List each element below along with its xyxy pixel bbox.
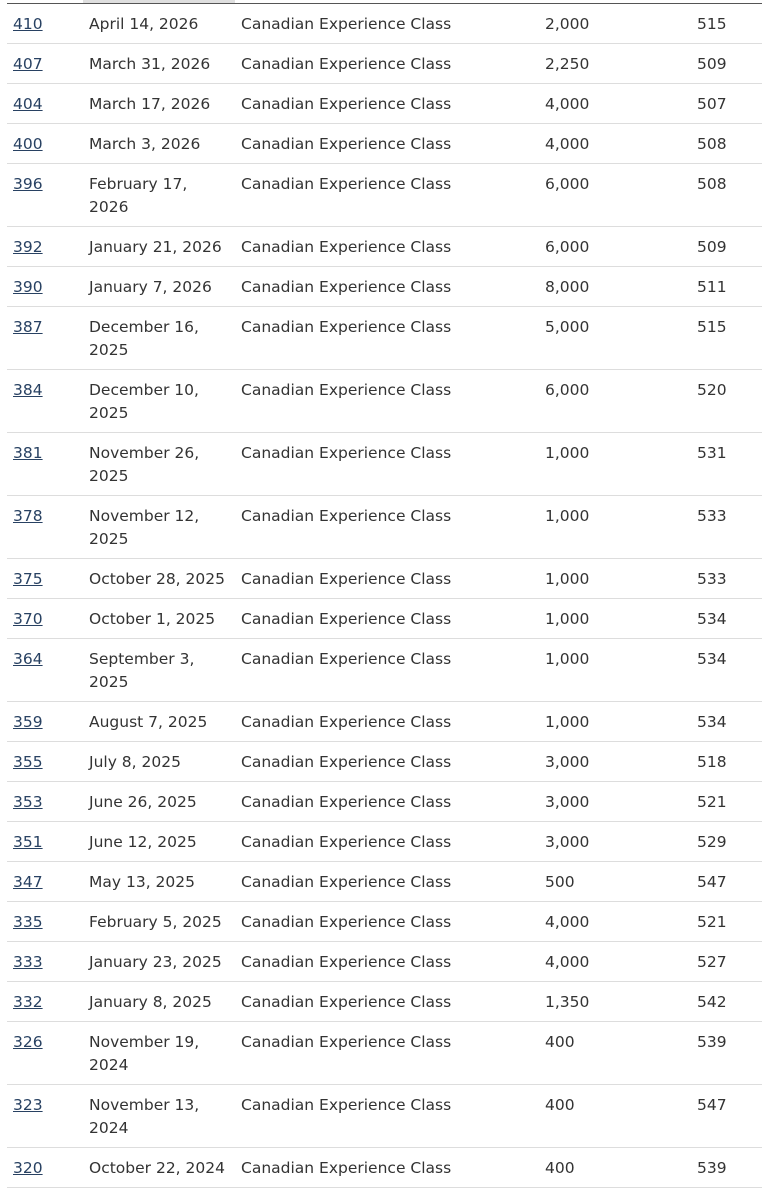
round-number-link[interactable]: 353 <box>13 793 43 811</box>
crs-score: 542 <box>691 982 762 1022</box>
table-row <box>7 84 762 124</box>
round-type: Canadian Experience Class <box>235 982 539 1022</box>
round-date: September 3, 2025 <box>83 639 235 702</box>
round-date: November 26, 2025 <box>83 433 235 496</box>
round-type: Canadian Experience Class <box>235 44 539 84</box>
crs-score: 547 <box>691 1085 762 1148</box>
crs-score: 531 <box>691 433 762 496</box>
crs-score: 527 <box>691 942 762 982</box>
invitations-issued: 4,000 <box>539 84 691 124</box>
rounds-table <box>7 4 762 1188</box>
round-type: Canadian Experience Class <box>235 702 539 742</box>
table-row <box>7 599 762 639</box>
round-date: February 17, 2026 <box>83 164 235 227</box>
round-type: Canadian Experience Class <box>235 1148 539 1188</box>
table-row <box>7 1022 762 1085</box>
table-row <box>7 227 762 267</box>
round-date: June 26, 2025 <box>83 782 235 822</box>
invitations-issued: 400 <box>539 1022 691 1085</box>
crs-score: 511 <box>691 267 762 307</box>
round-number-link[interactable]: 332 <box>13 993 43 1011</box>
round-date: October 28, 2025 <box>83 559 235 599</box>
round-type: Canadian Experience Class <box>235 742 539 782</box>
round-number-link[interactable]: 359 <box>13 713 43 731</box>
invitations-issued: 4,000 <box>539 902 691 942</box>
crs-score: 507 <box>691 84 762 124</box>
invitations-issued: 3,000 <box>539 742 691 782</box>
crs-score: 509 <box>691 44 762 84</box>
round-type: Canadian Experience Class <box>235 942 539 982</box>
round-number-link[interactable]: 364 <box>13 650 43 668</box>
round-number-link[interactable]: 326 <box>13 1033 43 1051</box>
round-date: January 21, 2026 <box>83 227 235 267</box>
invitations-issued: 8,000 <box>539 267 691 307</box>
table-row <box>7 782 762 822</box>
table-row <box>7 902 762 942</box>
invitations-issued: 1,350 <box>539 982 691 1022</box>
rounds-table-body <box>7 4 762 1188</box>
invitations-issued: 500 <box>539 862 691 902</box>
round-type: Canadian Experience Class <box>235 1085 539 1148</box>
round-number-link[interactable]: 392 <box>13 238 43 256</box>
crs-score: 534 <box>691 702 762 742</box>
round-date: March 3, 2026 <box>83 124 235 164</box>
round-type: Canadian Experience Class <box>235 307 539 370</box>
crs-score: 520 <box>691 370 762 433</box>
round-date: January 7, 2026 <box>83 267 235 307</box>
round-type: Canadian Experience Class <box>235 4 539 44</box>
round-date: April 14, 2026 <box>83 4 235 44</box>
table-row <box>7 267 762 307</box>
round-date: December 10, 2025 <box>83 370 235 433</box>
round-number-link[interactable]: 384 <box>13 381 43 399</box>
round-type: Canadian Experience Class <box>235 599 539 639</box>
round-number-link[interactable]: 407 <box>13 55 43 73</box>
invitations-issued: 4,000 <box>539 942 691 982</box>
round-date: November 19, 2024 <box>83 1022 235 1085</box>
round-date: June 12, 2025 <box>83 822 235 862</box>
round-number-link[interactable]: 404 <box>13 95 43 113</box>
invitations-issued: 400 <box>539 1148 691 1188</box>
round-number-link[interactable]: 351 <box>13 833 43 851</box>
crs-score: 521 <box>691 782 762 822</box>
crs-score: 534 <box>691 599 762 639</box>
crs-score: 508 <box>691 164 762 227</box>
invitations-issued: 6,000 <box>539 164 691 227</box>
round-type: Canadian Experience Class <box>235 822 539 862</box>
crs-score: 509 <box>691 227 762 267</box>
round-date: November 12, 2025 <box>83 496 235 559</box>
table-row <box>7 942 762 982</box>
round-type: Canadian Experience Class <box>235 124 539 164</box>
table-row <box>7 822 762 862</box>
round-number-link[interactable]: 387 <box>13 318 43 336</box>
invitations-issued: 5,000 <box>539 307 691 370</box>
invitations-issued: 1,000 <box>539 639 691 702</box>
table-row <box>7 702 762 742</box>
round-number-link[interactable]: 390 <box>13 278 43 296</box>
table-row <box>7 433 762 496</box>
round-number-link[interactable]: 335 <box>13 913 43 931</box>
crs-score: 508 <box>691 124 762 164</box>
crs-score: 547 <box>691 862 762 902</box>
round-date: January 8, 2025 <box>83 982 235 1022</box>
round-number-link[interactable]: 370 <box>13 610 43 628</box>
crs-score: 515 <box>691 307 762 370</box>
table-row <box>7 559 762 599</box>
table-row <box>7 1085 762 1148</box>
invitations-issued: 1,000 <box>539 599 691 639</box>
round-date: October 1, 2025 <box>83 599 235 639</box>
invitations-issued: 6,000 <box>539 227 691 267</box>
round-number-link[interactable]: 323 <box>13 1096 43 1114</box>
table-row <box>7 639 762 702</box>
table-row <box>7 4 762 44</box>
round-type: Canadian Experience Class <box>235 227 539 267</box>
crs-score: 518 <box>691 742 762 782</box>
table-row <box>7 1148 762 1188</box>
round-date: March 31, 2026 <box>83 44 235 84</box>
round-date: August 7, 2025 <box>83 702 235 742</box>
invitations-issued: 1,000 <box>539 702 691 742</box>
table-row <box>7 164 762 227</box>
round-type: Canadian Experience Class <box>235 1022 539 1085</box>
table-row <box>7 124 762 164</box>
table-row <box>7 370 762 433</box>
round-date: May 13, 2025 <box>83 862 235 902</box>
round-date: February 5, 2025 <box>83 902 235 942</box>
round-type: Canadian Experience Class <box>235 782 539 822</box>
round-type: Canadian Experience Class <box>235 164 539 227</box>
table-row <box>7 44 762 84</box>
round-number-link[interactable]: 410 <box>13 15 43 33</box>
round-date: March 17, 2026 <box>83 84 235 124</box>
table-row <box>7 982 762 1022</box>
crs-score: 534 <box>691 639 762 702</box>
table-row <box>7 496 762 559</box>
table-row <box>7 862 762 902</box>
round-type: Canadian Experience Class <box>235 496 539 559</box>
round-type: Canadian Experience Class <box>235 267 539 307</box>
round-number-link[interactable]: 320 <box>13 1159 43 1177</box>
round-type: Canadian Experience Class <box>235 862 539 902</box>
crs-score: 533 <box>691 559 762 599</box>
round-number-link[interactable]: 333 <box>13 953 43 971</box>
invitations-issued: 400 <box>539 1085 691 1148</box>
round-date: October 22, 2024 <box>83 1148 235 1188</box>
table-row <box>7 307 762 370</box>
crs-score: 521 <box>691 902 762 942</box>
invitations-issued: 2,250 <box>539 44 691 84</box>
crs-score: 533 <box>691 496 762 559</box>
invitations-issued: 3,000 <box>539 782 691 822</box>
table-row <box>7 742 762 782</box>
invitations-issued: 3,000 <box>539 822 691 862</box>
round-type: Canadian Experience Class <box>235 84 539 124</box>
round-number-link[interactable]: 355 <box>13 753 43 771</box>
round-number-link[interactable]: 381 <box>13 444 43 462</box>
round-type: Canadian Experience Class <box>235 902 539 942</box>
round-number-link[interactable]: 347 <box>13 873 43 891</box>
round-type: Canadian Experience Class <box>235 559 539 599</box>
round-number-link[interactable]: 400 <box>13 135 43 153</box>
invitations-issued: 6,000 <box>539 370 691 433</box>
invitations-issued: 1,000 <box>539 559 691 599</box>
invitations-issued: 1,000 <box>539 433 691 496</box>
round-type: Canadian Experience Class <box>235 639 539 702</box>
round-date: December 16, 2025 <box>83 307 235 370</box>
round-type: Canadian Experience Class <box>235 370 539 433</box>
round-number-link[interactable]: 396 <box>13 175 43 193</box>
crs-score: 539 <box>691 1022 762 1085</box>
round-date: January 23, 2025 <box>83 942 235 982</box>
crs-score: 529 <box>691 822 762 862</box>
invitations-issued: 1,000 <box>539 496 691 559</box>
crs-score: 515 <box>691 4 762 44</box>
round-date: November 13, 2024 <box>83 1085 235 1148</box>
round-number-link[interactable]: 378 <box>13 507 43 525</box>
round-type: Canadian Experience Class <box>235 433 539 496</box>
crs-score: 539 <box>691 1148 762 1188</box>
round-date: July 8, 2025 <box>83 742 235 782</box>
round-number-link[interactable]: 375 <box>13 570 43 588</box>
invitations-issued: 2,000 <box>539 4 691 44</box>
invitations-issued: 4,000 <box>539 124 691 164</box>
